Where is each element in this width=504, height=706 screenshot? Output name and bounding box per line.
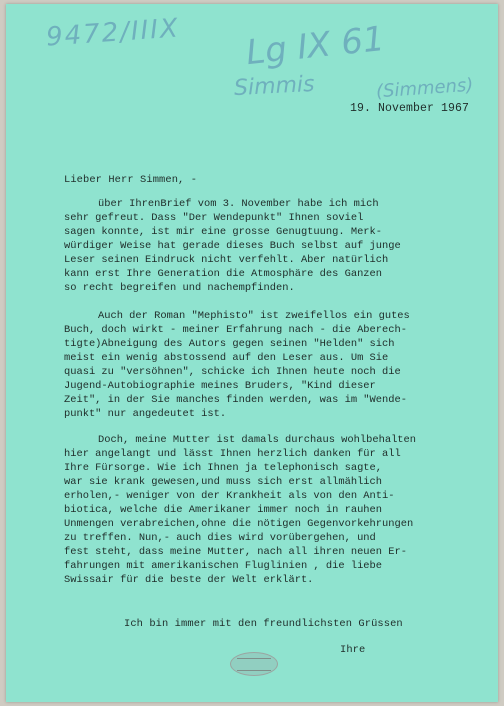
body-line: meist ein wenig abstossend auf den Leser aus. Um Sie [64, 352, 389, 364]
archive-signature: 9472/IIIX [45, 13, 181, 53]
letter-date: 19. November 1967 [350, 102, 470, 115]
body-line: Zeit", in der Sie manches finden werden, was im "Wende- [64, 394, 407, 406]
body-line: Jugend-Autobiographie meines Bruders, "Kind dieser [64, 380, 376, 392]
body-line: hier angelangt und lässt Ihnen herzlich danken für all [64, 448, 401, 460]
body-line: Auch der Roman "Mephisto" ist zweifellos ein gutes [98, 310, 410, 322]
sign-off: Ihre [340, 644, 366, 656]
body-line: sehr gefreut. Dass "Der Wendepunkt" Ihnen soviel [64, 212, 364, 224]
archive-stamp [230, 652, 278, 676]
body-line: über IhrenBrief vom 3. November habe ich mich [98, 198, 379, 210]
body-line: so recht begreifen und nachempfinden. [64, 282, 295, 294]
handwritten-date: Lg IX 61 [244, 18, 387, 74]
body-line: fest steht, dass meine Mutter, nach all ihren neuen Er- [64, 546, 407, 558]
body-line: Ihre Fürsorge. Wie ich Ihnen ja telephonisch sagte, [64, 462, 383, 474]
body-line: würdiger Weise hat gerade dieses Buch selbst auf junge [64, 240, 401, 252]
body-line: Swissair für die beste der Welt erklärt. [64, 574, 314, 586]
body-line: biotica, welche die Amerikaner immer noch in rauhen [64, 504, 383, 516]
body-line: punkt" nur angedeutet ist. [64, 408, 227, 420]
salutation: Lieber Herr Simmen, - [64, 174, 198, 186]
body-line: kann erst Ihre Generation die Atmosphäre des Ganzen [64, 268, 383, 280]
body-line: Unmengen verabreichen,ohne die nötigen Gegenvorkehrungen [64, 518, 414, 530]
closing-line: Ich bin immer mit den freundlichsten Grüssen [124, 618, 403, 630]
letter-page [6, 4, 498, 702]
body-line: war sie krank gewesen,und muss sich erst allmählich [64, 476, 383, 488]
body-line: sagen konnte, ist mir eine grosse Genugtuung. Merk- [64, 226, 383, 238]
body-line: fahrungen mit amerikanischen Fluglinien , die liebe [64, 560, 383, 572]
body-line: Doch, meine Mutter ist damals durchaus wohlbehalten [98, 434, 417, 446]
body-line: Leser seinen Eindruck nicht verfehlt. Aber natürlich [64, 254, 389, 266]
body-line: erholen,- weniger von der Krankheit als von den Anti- [64, 490, 395, 502]
body-line: zu treffen. Nun,- auch dies wird vorübergehen, und [64, 532, 376, 544]
body-line: tigte)Abneigung des Autors gegen seinen "Helden" sich [64, 338, 395, 350]
body-line: Buch, doch wirkt - meiner Erfahrung nach - die Aberech- [64, 324, 407, 336]
handwritten-name: Simmis [233, 71, 316, 102]
stamp-band [237, 658, 271, 671]
body-line: quasi zu "versöhnen", schicke ich Ihnen heute noch die [64, 366, 401, 378]
handwritten-note: (Simmens) [375, 74, 475, 103]
